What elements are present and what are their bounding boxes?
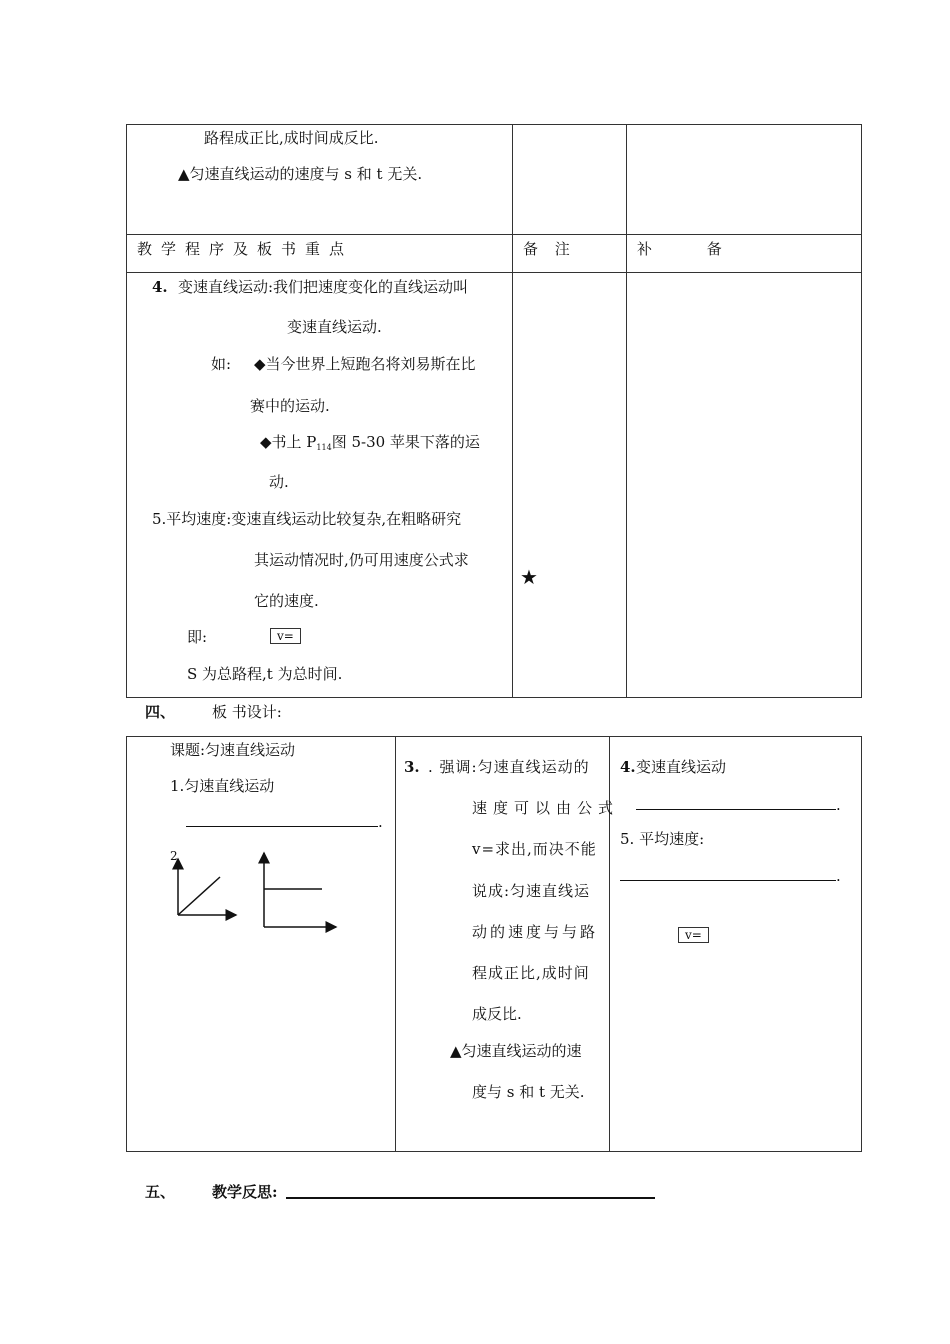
section5-number: 五、 (145, 1183, 176, 1201)
item5-line2: 其运动情况时,仍可用速度公式求 (254, 551, 469, 569)
v-t-graph (264, 853, 336, 927)
board-title: 课题:匀速直线运动 (170, 741, 296, 759)
board-formula-box: v= (678, 927, 709, 943)
fill-blank-line (186, 826, 378, 827)
header-supplement: 补 备 (637, 240, 722, 258)
s-t-graph (178, 859, 236, 915)
ji-label: 即: (187, 628, 208, 646)
section4-title: 板 书设计: (212, 703, 282, 721)
blank-end-dot-2: . (836, 796, 841, 814)
continued-text-line2: ▲匀速直线运动的速度与 s 和 t 无关. (178, 165, 423, 183)
header-remarks: 备 注 (523, 240, 570, 258)
board-item4-text: 变速直线运动 (636, 758, 727, 776)
board-triangle-line1: ▲匀速直线运动的速 (450, 1042, 582, 1060)
section4-number: 四、 (145, 703, 176, 721)
item4-number: 4. (152, 278, 168, 296)
board-item3-line7: 成反比. (472, 1005, 522, 1023)
motion-graphs (160, 845, 350, 940)
item4-definition-cont: 变速直线运动. (287, 318, 382, 336)
item4-definition: 变速直线运动:我们把速度变化的直线运动叫 (178, 278, 469, 296)
board-item3-number: 3. (404, 758, 420, 776)
board-item3-line1: . 强调:匀速直线运动的 (428, 758, 590, 776)
continued-text-line1: 路程成正比,成时间成反比. (204, 129, 379, 147)
star-icon: ★ (520, 565, 538, 589)
example2-line2: 动. (269, 473, 289, 491)
fill-blank-line-2 (636, 809, 836, 810)
graph-number: 2 (170, 849, 178, 863)
example-label: 如: (211, 355, 232, 373)
blank-end-dot-3: . (836, 867, 841, 885)
example2-line1: ◆书上 $P_{114}$图 5-30 苹果下落的运 (260, 433, 480, 452)
board-item3-line2: 速度可以由公式 (472, 799, 620, 817)
item5-line1: 5.平均速度:变速直线运动比较复杂,在粗略研究 (152, 510, 462, 528)
header-procedure: 教学程序及板书重点 (137, 240, 354, 258)
board-item3-line4: 说成:匀速直线运 (472, 882, 591, 900)
board-item3-line5: 动的速度与与路 (472, 923, 599, 941)
board-item4-number: 4. (620, 758, 636, 776)
blank-end-dot: . (378, 813, 383, 831)
board-triangle-line2: 度与 s 和 t 无关. (472, 1083, 585, 1101)
reflection-blank-line (286, 1197, 655, 1199)
section5-title: 教学反思: (212, 1183, 278, 1201)
board-item5: 5. 平均速度: (620, 830, 705, 848)
item5-note: S 为总路程,t 为总时间. (187, 665, 343, 683)
example1-line1: ◆当今世界上短跑名将刘易斯在比 (254, 355, 476, 373)
board-item1: 1.匀速直线运动 (170, 777, 275, 795)
formula-box: v= (270, 628, 301, 644)
item5-line3: 它的速度. (254, 592, 319, 610)
fill-blank-line-3 (620, 880, 836, 881)
board-item3-line3: v=求出,而决不能 (472, 840, 597, 858)
board-item3-line6: 程成正比,成时间 (472, 964, 590, 982)
example1-line2: 赛中的运动. (250, 397, 330, 415)
